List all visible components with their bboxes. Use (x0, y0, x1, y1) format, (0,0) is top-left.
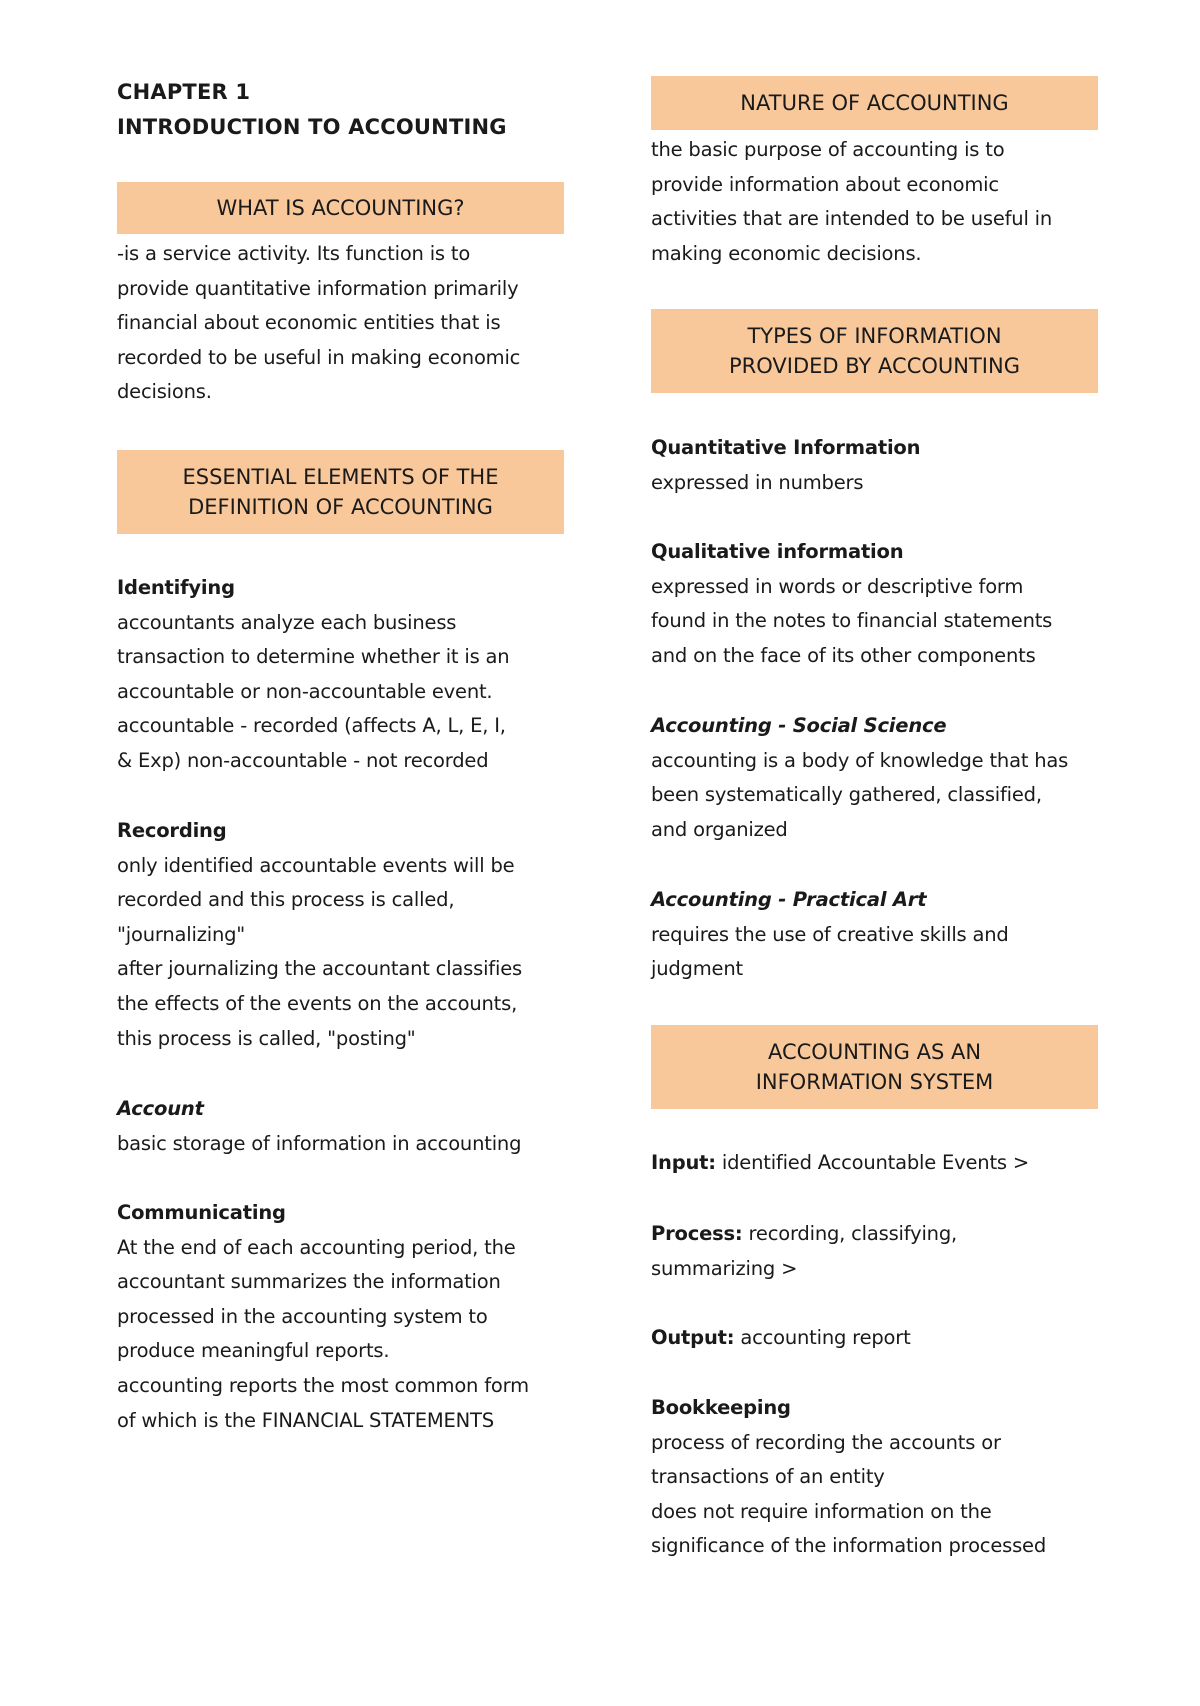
process-line (651, 1217, 957, 1286)
text-line: processed in the accounting system to (117, 1304, 488, 1328)
text-line: does not require information on the (651, 1499, 992, 1523)
output-label: Output: (651, 1326, 735, 1349)
quantitative-block (651, 431, 920, 500)
process-text: recording, classifying, (742, 1222, 957, 1245)
text-line: the basic purpose of accounting is to (651, 138, 1005, 161)
text-line: and organized (651, 817, 788, 841)
text-line: significance of the information processed (651, 1534, 1047, 1558)
text-line: expressed in words or descriptive form (651, 574, 1024, 598)
text-line: produce meaningful reports. (117, 1339, 390, 1363)
text-line: recorded and this process is called, (117, 888, 455, 912)
output-line (651, 1321, 911, 1356)
text-line: & Exp) non-accountable - not recorded (117, 748, 489, 772)
text-line: -is a service activity. Its function is to (117, 242, 471, 265)
chapter-number: CHAPTER 1 (117, 80, 251, 104)
text-line: decisions. (117, 380, 212, 404)
section-header-essential-elements: ESSENTIAL ELEMENTS OF THE DEFINITION OF ACCOUNTING (117, 450, 564, 534)
text-line: accountants analyze each business (117, 610, 457, 634)
text-line: "journalizing" (117, 922, 246, 946)
text-line: accountable or non-accountable event. (117, 679, 493, 703)
term-practical-art: Accounting - Practical Art (651, 888, 927, 911)
nature-text (651, 133, 1052, 271)
term-account: Account (117, 1097, 204, 1120)
section-header-information-system: ACCOUNTING AS AN INFORMATION SYSTEM (651, 1025, 1098, 1109)
practical-art-block (651, 883, 1009, 987)
text-line: provide information about economic (651, 172, 999, 196)
text-line: accounting is a body of knowledge that has (651, 748, 1069, 772)
text-line: judgment (651, 957, 743, 981)
bookkeeping-block (651, 1391, 1046, 1564)
chapter-heading (117, 75, 507, 145)
text-line: accounting reports the most common form (117, 1373, 529, 1397)
communicating-block (117, 1196, 529, 1438)
text-line: process of recording the accounts or (651, 1430, 1001, 1454)
process-text-line2: summarizing > (651, 1256, 798, 1280)
term-identifying: Identifying (117, 576, 235, 599)
process-label: Process: (651, 1222, 743, 1245)
text-line: accountant summarizes the information (117, 1270, 501, 1294)
output-text: accounting report (734, 1326, 911, 1349)
text-line: found in the notes to financial statements (651, 609, 1053, 633)
account-block (117, 1092, 521, 1161)
text-line: after journalizing the accountant classifies (117, 957, 522, 981)
section-header-nature-of-accounting: NATURE OF ACCOUNTING (651, 76, 1098, 130)
input-line (651, 1146, 1029, 1181)
term-social-science: Accounting - Social Science (651, 714, 947, 737)
chapter-title: INTRODUCTION TO ACCOUNTING (117, 115, 507, 139)
section-header-types-of-information: TYPES OF INFORMATION PROVIDED BY ACCOUNTING (651, 309, 1098, 393)
qualitative-block (651, 535, 1052, 673)
text-line: making economic decisions. (651, 241, 922, 265)
text-line: accountable - recorded (affects A, L, E, I, (117, 714, 506, 738)
text-line: provide quantitative information primarily (117, 276, 519, 300)
recording-block (117, 814, 522, 1056)
text-line: this process is called, "posting" (117, 1026, 416, 1050)
input-label: Input: (651, 1151, 716, 1174)
text-line: At the end of each accounting period, the (117, 1235, 516, 1259)
social-science-block (651, 709, 1068, 847)
term-recording: Recording (117, 819, 227, 842)
what-is-accounting-text (117, 237, 520, 410)
text-line: financial about economic entities that is (117, 311, 501, 335)
term-qualitative: Qualitative information (651, 540, 904, 563)
text-line: basic storage of information in accounting (117, 1131, 522, 1155)
text-line: of which is the FINANCIAL STATEMENTS (117, 1408, 494, 1432)
term-bookkeeping: Bookkeeping (651, 1396, 791, 1419)
text-line: activities that are intended to be useful in (651, 207, 1053, 231)
text-line: and on the face of its other components (651, 643, 1036, 667)
term-quantitative: Quantitative Information (651, 436, 921, 459)
text-line: recorded to be useful in making economic (117, 345, 521, 369)
text-line: the effects of the events on the accounts, (117, 991, 518, 1015)
text-line: transactions of an entity (651, 1465, 885, 1489)
input-text: identified Accountable Events > (715, 1151, 1030, 1174)
text-line: transaction to determine whether it is an (117, 645, 510, 669)
identifying-block (117, 571, 509, 779)
section-header-what-is-accounting: WHAT IS ACCOUNTING? (117, 182, 564, 234)
text-line: requires the use of creative skills and (651, 922, 1009, 946)
text-line: expressed in numbers (651, 470, 864, 494)
term-communicating: Communicating (117, 1201, 286, 1224)
text-line: been systematically gathered, classified, (651, 783, 1042, 807)
text-line: only identified accountable events will be (117, 853, 515, 877)
